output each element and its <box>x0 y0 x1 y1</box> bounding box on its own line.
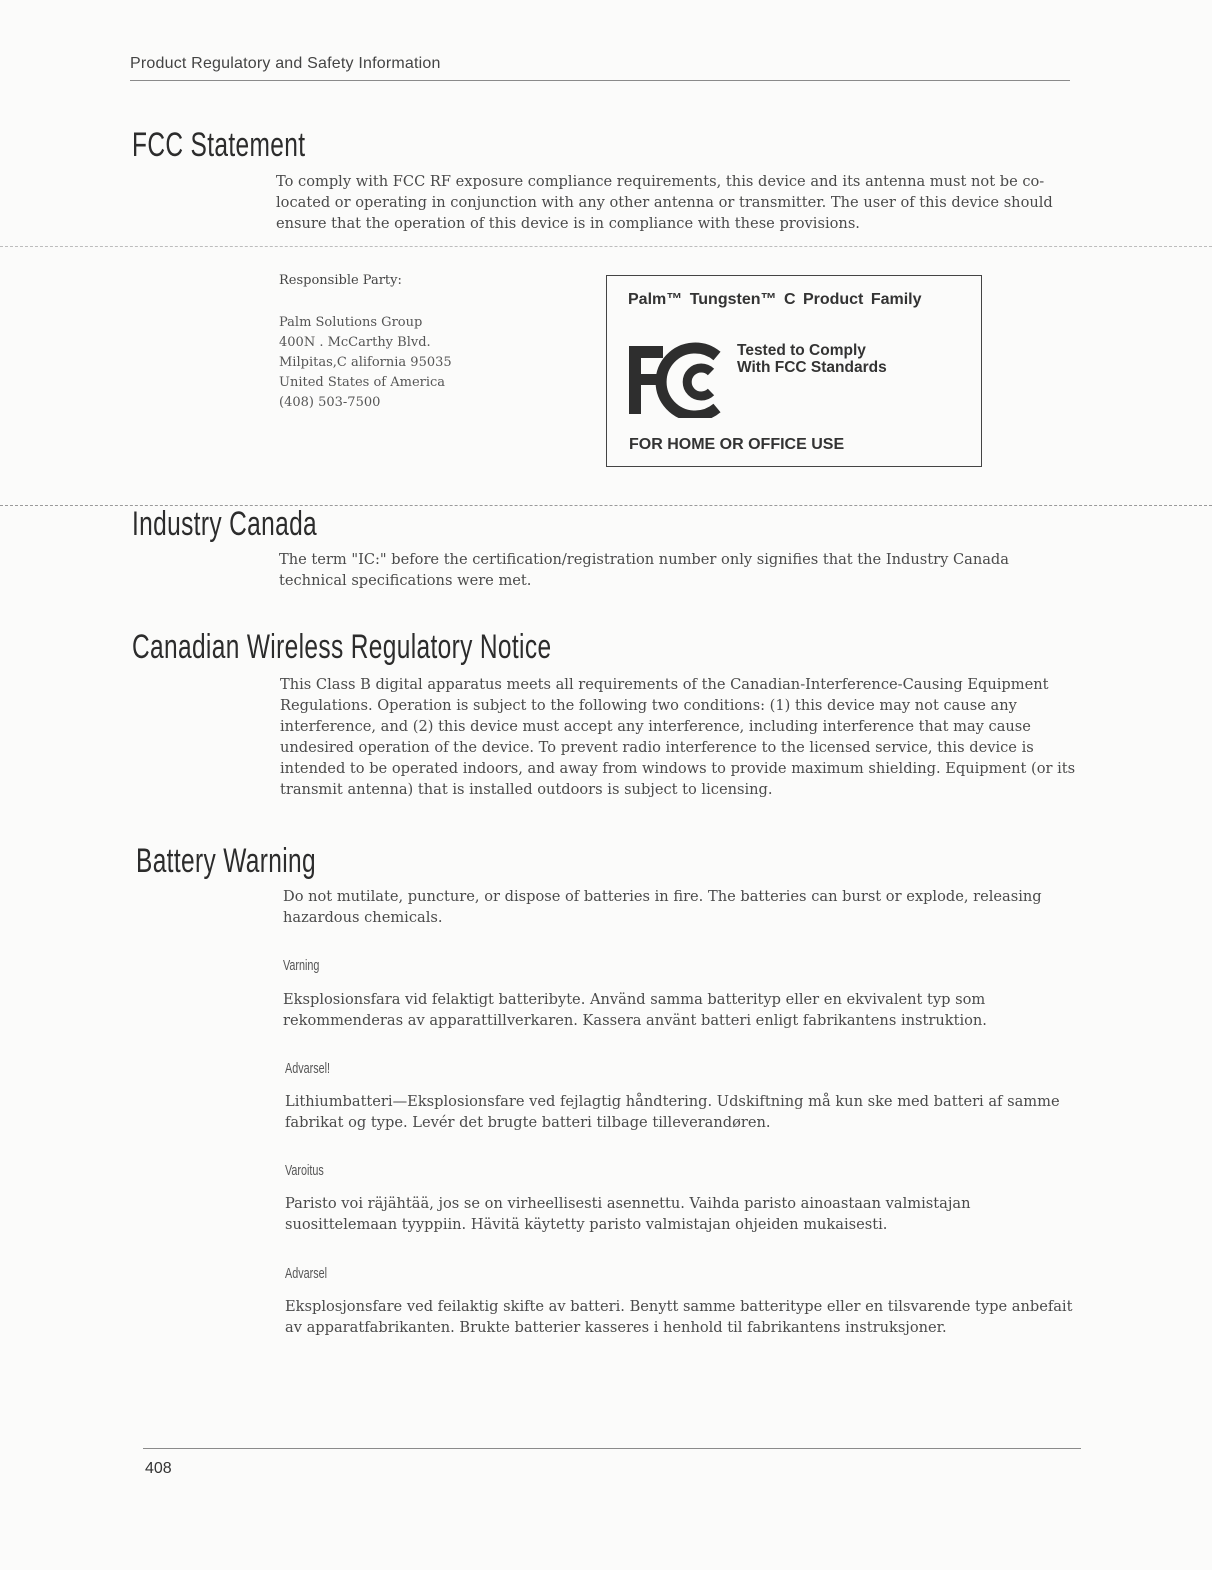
page-number: 408 <box>145 1460 172 1477</box>
fcc-logo-icon <box>627 342 727 418</box>
industry-canada-body: The term "IC:" before the certification/registration number only signifies that the Industry Canada technical specifications were met. <box>279 551 1009 589</box>
subsection-title-swedish: Varning <box>283 957 320 974</box>
responsible-party-label: Responsible Party: <box>279 273 402 288</box>
address-line: United States of America <box>279 375 446 390</box>
address-line: Milpitas,C alifornia 95035 <box>279 355 452 370</box>
fcc-compliance-label <box>606 275 982 467</box>
battery-warning-heading: Battery Warning <box>136 842 316 880</box>
subsection-text-swedish: Eksplosionsfara vid felaktigt batteribyte. Använd samma batterityp eller en ekvivalent typ som rekommenderas av apparattillverkaren. Kassera använt batteri enligt fabrikantens instruktion. <box>283 991 987 1029</box>
canadian-wireless-heading: Canadian Wireless Regulatory Notice <box>132 628 552 666</box>
running-header: Product Regulatory and Safety Information <box>130 55 441 72</box>
subsection-title-finnish: Varoitus <box>285 1162 324 1179</box>
section-divider <box>0 246 1212 247</box>
subsection-title-danish: Advarsel! <box>285 1060 331 1077</box>
tested-line-2: With FCC Standards <box>737 359 887 376</box>
subsection-text-norwegian: Eksplosjonsfare ved feilaktig skifte av batteri. Benytt samme batteritype eller en tilsvarende type anbefait av apparatfabrikanten. Brukte batterier kasseres i henhold til fabrikantens instruksjoner. <box>285 1298 1073 1336</box>
home-office-use-text: FOR HOME OR OFFICE USE <box>629 436 845 453</box>
address-line: Palm Solutions Group <box>279 315 423 330</box>
header-rule <box>130 80 1070 81</box>
subsection-title-norwegian: Advarsel <box>285 1265 328 1282</box>
subsection-text-danish: Lithiumbatteri—Eksplosionsfare ved fejlagtig håndtering. Udskiftning må kun ske med batteri af samme fabrikat og type. Levér det brugte batteri tilbage tilleverandøren. <box>285 1093 1060 1131</box>
tested-line-1: Tested to Comply <box>737 342 866 359</box>
fcc-statement-heading: FCC Statement <box>132 126 306 164</box>
product-family-title: Palm™ Tungsten™ C Product Family <box>628 291 922 308</box>
fcc-statement-body: To comply with FCC RF exposure compliance requirements, this device and its antenna must not be co-located or operating in conjunction with any other antenna or transmitter. The user of this device should ensure that the operation of this device is in compliance with these provisions. <box>276 173 1053 232</box>
tested-to-comply-text <box>737 342 937 376</box>
battery-warning-body: Do not mutilate, puncture, or dispose of batteries in fire. The batteries can burst or explode, releasing hazardous chemicals. <box>283 888 1042 926</box>
address-line: 400N . McCarthy Blvd. <box>279 335 431 350</box>
canadian-wireless-body: This Class B digital apparatus meets all requirements of the Canadian-Interference-Causing Equipment Regulations. Operation is subject to the following two conditions: (1) this device may not cause any interference, and (2) this device must accept any interference, including interference that may cause undesired operation of the device. To prevent radio interference to the licensed service, this device is intended to be operated indoors, and away from windows to provide maximum shielding. Equipment (or its transmit antenna) that is installed outdoors is subject to licensing. <box>280 676 1076 798</box>
industry-canada-heading: Industry Canada <box>132 505 318 543</box>
address-line: (408) 503-7500 <box>279 395 381 410</box>
responsible-party-address <box>279 313 539 413</box>
footer-rule <box>143 1448 1081 1449</box>
subsection-text-finnish: Paristo voi räjähtää, jos se on virheellisesti asennettu. Vaihda paristo ainoastaan valmistajan suosittelemaan tyyppiin. Hävitä käytetty paristo valmistajan ohjeiden mukaisesti. <box>285 1195 971 1233</box>
